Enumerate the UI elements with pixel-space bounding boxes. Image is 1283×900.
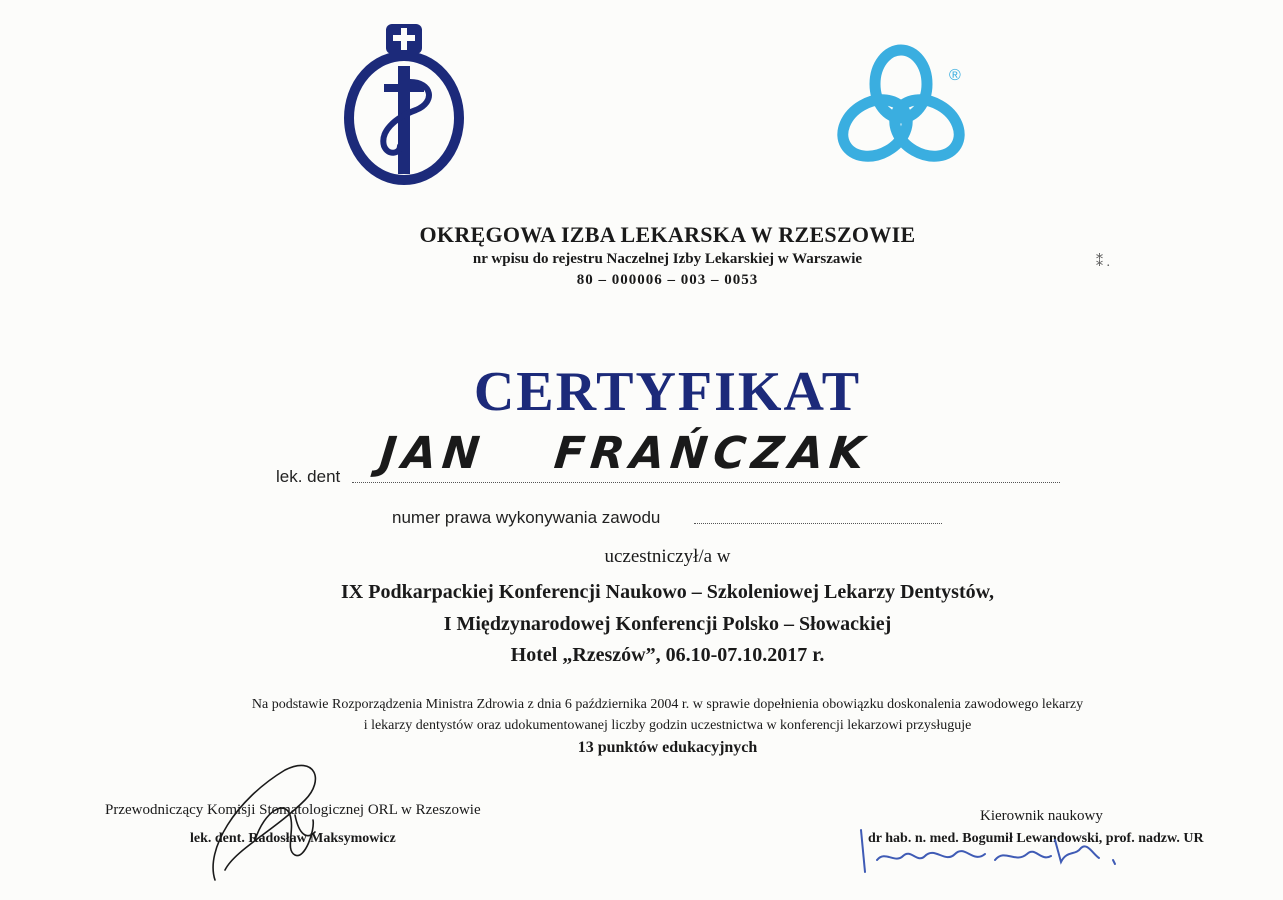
- name-label: lek. dent: [276, 467, 341, 486]
- license-dotted-line: [694, 523, 942, 524]
- right-signature-scribble: [855, 820, 1135, 880]
- license-label: numer prawa wykonywania zawodu: [392, 508, 661, 527]
- left-signatory-title: Przewodniczący Komisji Stomatologicznej ORL w Rzeszowie: [105, 802, 481, 818]
- right-signatory-name: dr hab. n. med. Bogumił Lewandowski, prof. nadzw. UR: [868, 831, 1204, 846]
- legal-line-2: i lekarzy dentystów oraz udokumentowanej liczby godzin uczestnictwa w konferencji lekarzowi przysługuje: [363, 718, 972, 733]
- registry-number: 80 – 000006 – 003 – 0053: [576, 272, 759, 288]
- organization-name: OKRĘGOWA IZBA LEKARSKA W RZESZOWIE: [419, 222, 916, 247]
- recipient-name-handwritten: JAN FRAŃCZAK: [377, 428, 873, 479]
- medical-chamber-logo-icon: [340, 22, 468, 186]
- left-signature-scribble: [195, 760, 345, 890]
- name-dotted-line: [352, 482, 1060, 483]
- registered-mark: ®: [949, 67, 961, 84]
- participated-text: uczestniczył/a w: [604, 546, 731, 567]
- conference-line-1: IX Podkarpackiej Konferencji Naukowo – Szkoleniowej Lekarzy Dentystów,: [341, 581, 994, 603]
- legal-line-1: Na podstawie Rozporządzenia Ministra Zdrowia z dnia 6 października 2004 r. w sprawie dopełnienia obowiązku doskonalenia zawodowego lekarzy: [251, 697, 1084, 712]
- conference-line-3: Hotel „Rzeszów”, 06.10-07.10.2017 r.: [510, 644, 825, 666]
- left-signatory-name: lek. dent. Radosław Maksymowicz: [190, 831, 396, 846]
- trefoil-knot-logo-icon: [833, 40, 973, 170]
- education-points: 13 punktów edukacyjnych: [577, 739, 758, 756]
- right-signatory-title: Kierownik naukowy: [980, 808, 1103, 824]
- certificate-title: CERTYFIKAT: [473, 361, 862, 423]
- conference-line-2: I Międzynarodowej Konferencji Polsko – Słowackiej: [443, 613, 892, 635]
- stray-mark: ⁑ .: [1096, 255, 1110, 270]
- registry-line: nr wpisu do rejestru Naczelnej Izby Lekarskiej w Warszawie: [472, 251, 863, 267]
